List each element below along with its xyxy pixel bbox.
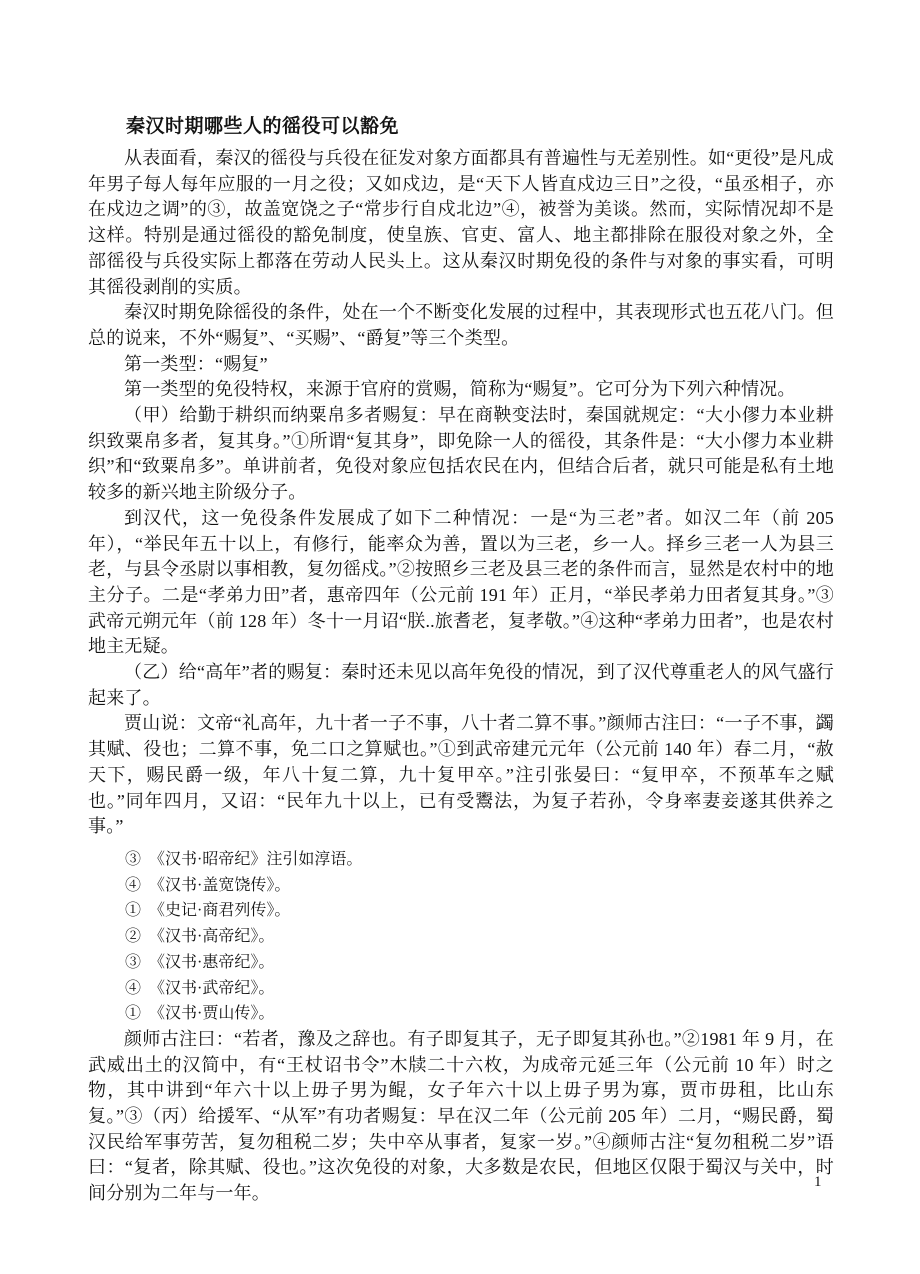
footnote-list: [88, 847, 834, 1027]
document-content: [88, 114, 834, 1207]
paragraph: （甲）给勤于耕织而纳粟帛多者赐复：早在商鞅变法时，秦国就规定：“大小僇力本业耕织致粟帛多者，复其身。”①所谓“复其身”，即免除一人的徭役，其条件是：“大小僇力本业耕织”和“致粟帛多”。单讲前者，免役对象应包括农民在内，但结合后者，就只可能是私有土地较多的新兴地主阶级分子。: [88, 405, 834, 503]
footnote-item: ④ 《汉书·盖宽饶传》。: [125, 876, 291, 894]
paragraph: （乙）给“高年”者的赐复：秦时还未见以高年免役的情况，到了汉代尊重老人的风气盛行起来了。: [88, 662, 834, 708]
footnote-item: ① 《史记·商君列传》。: [125, 902, 291, 920]
paragraph: 贾山说：文帝“礼高年，九十者一子不事，八十者二算不事。”颜师古注曰：“一子不事，蠲其赋、役也；二算不事，免二口之算赋也。”①到武帝建元元年（公元前 140 年）春二月，“赦天下，赐民爵一级，年八十复二算，九十复甲卒。”注引张晏曰：“复甲卒，不预革车之赋也。”同年四月，又诏：“民年九十以上，已有受鬻法，为复子若孙，令身率妻妾遂其供养之事。”: [88, 713, 834, 837]
paragraph: 从表面看，秦汉的徭役与兵役在征发对象方面都具有普遍性与无差别性。如“更役”是凡成年男子每人每年应服的一月之役；又如戍边，是“天下人皆直戍边三日”之役，“虽丞相子，亦在戍边之调”的③，故盖宽饶之子“常步行自戍北边”④，被誉为美谈。然而，实际情况却不是这样。特别是通过徭役的豁免制度，使皇族、官吏、富人、地主都排除在服役对象之外，全部徭役与兵役实际上都落在劳动人民头上。这从秦汉时期免役的条件与对象的事实看，可明其徭役剥削的实质。: [88, 148, 834, 297]
footnote-item: ③ 《汉书·惠帝纪》。: [125, 953, 275, 971]
footnote-item: ④ 《汉书·武帝纪》。: [125, 979, 275, 997]
page-number: 1: [814, 1174, 822, 1190]
footnote-item: ③ 《汉书·昭帝纪》注引如淳语。: [125, 850, 363, 868]
paragraph: 秦汉时期免除徭役的条件，处在一个不断变化发展的过程中，其表现形式也五花八门。但总的说来，不外“赐复”、“买赐”、“爵复”等三个类型。: [88, 302, 834, 348]
paragraph: 到汉代，这一免役条件发展成了如下二种情况：一是“为三老”者。如汉二年（前 205 年），“举民年五十以上，有修行，能率众为善，置以为三老，乡一人。择乡三老一人为县三老，与县令丞尉以事相教，复勿徭戍。”②按照乡三老及县三老的条件而言，显然是农村中的地主分子。二是“孝弟力田”者，惠帝四年（公元前 191 年）正月，“举民孝弟力田者复其身。”③武帝元朔元年（前 128 年）冬十一月诏“朕..旅耆老，复孝敬。”④这种“孝弟力田者”，也是农村地主无疑。: [88, 507, 834, 657]
paragraph: 颜师古注曰：“若者，豫及之辞也。有子即复其子，无子即复其孙也。”②1981 年 9 月，在武威出土的汉简中，有“王杖诏书令”木牍二十六枚，为成帝元延三年（公元前 10 年）时之物，其中讲到“年六十以上毋子男为鲲，女子年六十以上毋子男为寡，贾市毋租，比山东复。”③（丙）给援军、“从军”有功者赐复：早在汉二年（公元前 205 年）二月，“赐民爵，蜀汉民给军事劳苦，复勿租税二岁；失中卒从事者，复家一岁。”④颜师古注“复勿租税二岁”语曰：“复者，除其赋、役也。”这次免役的对象，大多数是农民，但地区仅限于蜀汉与关中，时间分别为二年与一年。: [88, 1028, 834, 1204]
paragraph: 第一类型的免役特权，来源于官府的赏赐，简称为“赐复”。它可分为下列六种情况。: [124, 379, 796, 400]
footnote-item: ② 《汉书·高帝纪》。: [125, 928, 275, 946]
paragraph: 第一类型：“赐复”: [124, 353, 268, 374]
page-title: 秦汉时期哪些人的徭役可以豁免: [126, 116, 400, 137]
footnote-item: ① 《汉书·贾山传》。: [125, 1005, 275, 1023]
